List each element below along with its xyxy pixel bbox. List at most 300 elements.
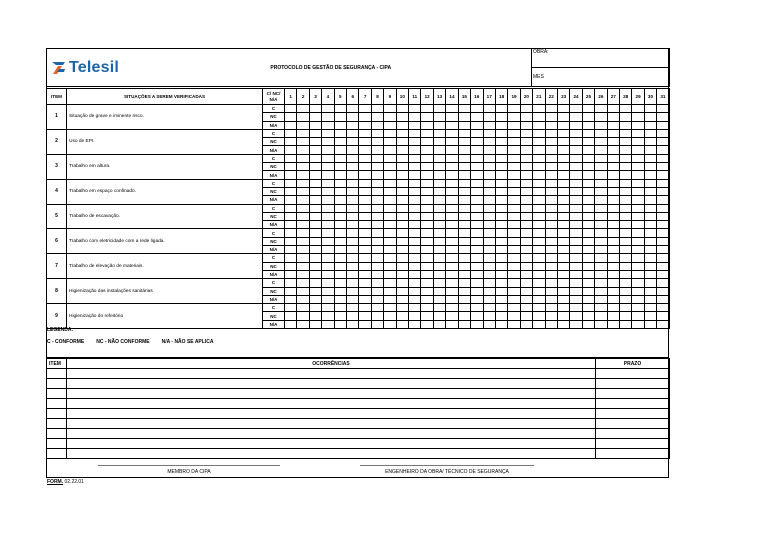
- day-check-cell[interactable]: [409, 295, 421, 303]
- day-check-cell[interactable]: [446, 304, 458, 312]
- day-check-cell[interactable]: [396, 113, 408, 121]
- day-check-cell[interactable]: [545, 229, 557, 237]
- day-check-cell[interactable]: [582, 237, 594, 245]
- day-check-cell[interactable]: [285, 254, 297, 262]
- day-check-cell[interactable]: [508, 212, 520, 220]
- day-check-cell[interactable]: [309, 246, 321, 254]
- day-check-cell[interactable]: [285, 304, 297, 312]
- occ-prazo-cell[interactable]: [596, 379, 670, 389]
- day-check-cell[interactable]: [483, 246, 495, 254]
- day-check-cell[interactable]: [644, 287, 656, 295]
- day-check-cell[interactable]: [285, 221, 297, 229]
- day-check-cell[interactable]: [297, 204, 309, 212]
- day-check-cell[interactable]: [471, 154, 483, 162]
- day-check-cell[interactable]: [458, 287, 470, 295]
- day-check-cell[interactable]: [396, 146, 408, 154]
- day-check-cell[interactable]: [619, 187, 631, 195]
- day-check-cell[interactable]: [557, 279, 569, 287]
- day-check-cell[interactable]: [384, 187, 396, 195]
- occ-prazo-cell[interactable]: [596, 429, 670, 439]
- day-check-cell[interactable]: [297, 179, 309, 187]
- day-check-cell[interactable]: [520, 113, 532, 121]
- day-check-cell[interactable]: [520, 187, 532, 195]
- day-check-cell[interactable]: [632, 237, 644, 245]
- day-check-cell[interactable]: [582, 187, 594, 195]
- day-check-cell[interactable]: [458, 237, 470, 245]
- day-check-cell[interactable]: [458, 163, 470, 171]
- day-check-cell[interactable]: [396, 121, 408, 129]
- day-check-cell[interactable]: [384, 171, 396, 179]
- day-check-cell[interactable]: [520, 196, 532, 204]
- day-check-cell[interactable]: [495, 270, 507, 278]
- day-check-cell[interactable]: [619, 138, 631, 146]
- day-check-cell[interactable]: [607, 237, 619, 245]
- day-check-cell[interactable]: [458, 262, 470, 270]
- day-check-cell[interactable]: [359, 237, 371, 245]
- day-check-cell[interactable]: [495, 287, 507, 295]
- day-check-cell[interactable]: [632, 187, 644, 195]
- day-check-cell[interactable]: [557, 179, 569, 187]
- day-check-cell[interactable]: [458, 146, 470, 154]
- day-check-cell[interactable]: [433, 154, 445, 162]
- day-check-cell[interactable]: [533, 163, 545, 171]
- day-check-cell[interactable]: [309, 187, 321, 195]
- occ-prazo-cell[interactable]: [596, 369, 670, 379]
- day-check-cell[interactable]: [309, 229, 321, 237]
- day-check-cell[interactable]: [545, 171, 557, 179]
- day-check-cell[interactable]: [595, 295, 607, 303]
- day-check-cell[interactable]: [570, 154, 582, 162]
- day-check-cell[interactable]: [285, 121, 297, 129]
- day-check-cell[interactable]: [396, 229, 408, 237]
- day-check-cell[interactable]: [520, 105, 532, 113]
- day-check-cell[interactable]: [347, 154, 359, 162]
- day-check-cell[interactable]: [657, 212, 669, 220]
- day-check-cell[interactable]: [347, 229, 359, 237]
- day-check-cell[interactable]: [309, 254, 321, 262]
- day-check-cell[interactable]: [557, 229, 569, 237]
- day-check-cell[interactable]: [619, 279, 631, 287]
- obra-field[interactable]: [532, 49, 670, 68]
- day-check-cell[interactable]: [297, 279, 309, 287]
- day-check-cell[interactable]: [619, 262, 631, 270]
- day-check-cell[interactable]: [619, 121, 631, 129]
- occ-description-cell[interactable]: [67, 399, 596, 409]
- day-check-cell[interactable]: [533, 113, 545, 121]
- day-check-cell[interactable]: [322, 163, 334, 171]
- day-check-cell[interactable]: [644, 312, 656, 320]
- day-check-cell[interactable]: [334, 237, 346, 245]
- day-check-cell[interactable]: [570, 129, 582, 137]
- day-check-cell[interactable]: [384, 196, 396, 204]
- day-check-cell[interactable]: [396, 262, 408, 270]
- day-check-cell[interactable]: [297, 304, 309, 312]
- day-check-cell[interactable]: [582, 204, 594, 212]
- day-check-cell[interactable]: [409, 113, 421, 121]
- day-check-cell[interactable]: [632, 221, 644, 229]
- day-check-cell[interactable]: [533, 138, 545, 146]
- day-check-cell[interactable]: [533, 212, 545, 220]
- day-check-cell[interactable]: [619, 129, 631, 137]
- day-check-cell[interactable]: [446, 196, 458, 204]
- day-check-cell[interactable]: [595, 179, 607, 187]
- day-check-cell[interactable]: [421, 171, 433, 179]
- day-check-cell[interactable]: [433, 171, 445, 179]
- day-check-cell[interactable]: [570, 295, 582, 303]
- day-check-cell[interactable]: [359, 179, 371, 187]
- day-check-cell[interactable]: [483, 146, 495, 154]
- day-check-cell[interactable]: [533, 304, 545, 312]
- day-check-cell[interactable]: [285, 295, 297, 303]
- day-check-cell[interactable]: [409, 138, 421, 146]
- day-check-cell[interactable]: [433, 312, 445, 320]
- day-check-cell[interactable]: [508, 237, 520, 245]
- day-check-cell[interactable]: [371, 279, 383, 287]
- day-check-cell[interactable]: [458, 204, 470, 212]
- day-check-cell[interactable]: [545, 237, 557, 245]
- day-check-cell[interactable]: [347, 121, 359, 129]
- day-check-cell[interactable]: [508, 279, 520, 287]
- day-check-cell[interactable]: [371, 221, 383, 229]
- day-check-cell[interactable]: [520, 254, 532, 262]
- day-check-cell[interactable]: [409, 279, 421, 287]
- day-check-cell[interactable]: [471, 304, 483, 312]
- day-check-cell[interactable]: [309, 105, 321, 113]
- day-check-cell[interactable]: [533, 196, 545, 204]
- day-check-cell[interactable]: [334, 320, 346, 328]
- day-check-cell[interactable]: [471, 121, 483, 129]
- day-check-cell[interactable]: [582, 146, 594, 154]
- day-check-cell[interactable]: [607, 254, 619, 262]
- day-check-cell[interactable]: [359, 279, 371, 287]
- day-check-cell[interactable]: [347, 312, 359, 320]
- day-check-cell[interactable]: [508, 146, 520, 154]
- day-check-cell[interactable]: [421, 121, 433, 129]
- day-check-cell[interactable]: [570, 187, 582, 195]
- day-check-cell[interactable]: [309, 295, 321, 303]
- occ-prazo-cell[interactable]: [596, 439, 670, 449]
- day-check-cell[interactable]: [508, 121, 520, 129]
- day-check-cell[interactable]: [285, 246, 297, 254]
- day-check-cell[interactable]: [297, 229, 309, 237]
- day-check-cell[interactable]: [297, 237, 309, 245]
- day-check-cell[interactable]: [508, 113, 520, 121]
- day-check-cell[interactable]: [322, 262, 334, 270]
- day-check-cell[interactable]: [409, 254, 421, 262]
- day-check-cell[interactable]: [533, 154, 545, 162]
- day-check-cell[interactable]: [396, 129, 408, 137]
- day-check-cell[interactable]: [446, 270, 458, 278]
- day-check-cell[interactable]: [495, 212, 507, 220]
- day-check-cell[interactable]: [582, 320, 594, 328]
- day-check-cell[interactable]: [508, 129, 520, 137]
- day-check-cell[interactable]: [347, 295, 359, 303]
- day-check-cell[interactable]: [309, 196, 321, 204]
- day-check-cell[interactable]: [334, 254, 346, 262]
- day-check-cell[interactable]: [644, 262, 656, 270]
- day-check-cell[interactable]: [297, 196, 309, 204]
- day-check-cell[interactable]: [371, 270, 383, 278]
- day-check-cell[interactable]: [607, 270, 619, 278]
- day-check-cell[interactable]: [644, 229, 656, 237]
- day-check-cell[interactable]: [657, 129, 669, 137]
- day-check-cell[interactable]: [359, 312, 371, 320]
- day-check-cell[interactable]: [347, 262, 359, 270]
- day-check-cell[interactable]: [396, 154, 408, 162]
- day-check-cell[interactable]: [644, 320, 656, 328]
- day-check-cell[interactable]: [557, 262, 569, 270]
- day-check-cell[interactable]: [595, 246, 607, 254]
- day-check-cell[interactable]: [334, 171, 346, 179]
- day-check-cell[interactable]: [533, 129, 545, 137]
- day-check-cell[interactable]: [309, 204, 321, 212]
- day-check-cell[interactable]: [644, 304, 656, 312]
- day-check-cell[interactable]: [309, 221, 321, 229]
- day-check-cell[interactable]: [396, 187, 408, 195]
- day-check-cell[interactable]: [359, 171, 371, 179]
- day-check-cell[interactable]: [495, 138, 507, 146]
- day-check-cell[interactable]: [607, 171, 619, 179]
- day-check-cell[interactable]: [595, 204, 607, 212]
- day-check-cell[interactable]: [495, 221, 507, 229]
- day-check-cell[interactable]: [595, 138, 607, 146]
- day-check-cell[interactable]: [657, 262, 669, 270]
- day-check-cell[interactable]: [384, 154, 396, 162]
- day-check-cell[interactable]: [334, 204, 346, 212]
- day-check-cell[interactable]: [371, 237, 383, 245]
- day-check-cell[interactable]: [483, 196, 495, 204]
- day-check-cell[interactable]: [520, 221, 532, 229]
- day-check-cell[interactable]: [371, 171, 383, 179]
- day-check-cell[interactable]: [471, 196, 483, 204]
- day-check-cell[interactable]: [570, 279, 582, 287]
- day-check-cell[interactable]: [520, 312, 532, 320]
- day-check-cell[interactable]: [644, 121, 656, 129]
- day-check-cell[interactable]: [347, 179, 359, 187]
- day-check-cell[interactable]: [334, 138, 346, 146]
- day-check-cell[interactable]: [309, 179, 321, 187]
- day-check-cell[interactable]: [384, 270, 396, 278]
- day-check-cell[interactable]: [458, 246, 470, 254]
- day-check-cell[interactable]: [322, 287, 334, 295]
- day-check-cell[interactable]: [533, 121, 545, 129]
- day-check-cell[interactable]: [533, 105, 545, 113]
- day-check-cell[interactable]: [309, 154, 321, 162]
- day-check-cell[interactable]: [607, 279, 619, 287]
- day-check-cell[interactable]: [433, 138, 445, 146]
- day-check-cell[interactable]: [495, 121, 507, 129]
- day-check-cell[interactable]: [446, 312, 458, 320]
- day-check-cell[interactable]: [396, 246, 408, 254]
- day-check-cell[interactable]: [446, 129, 458, 137]
- day-check-cell[interactable]: [520, 320, 532, 328]
- day-check-cell[interactable]: [570, 179, 582, 187]
- day-check-cell[interactable]: [508, 304, 520, 312]
- day-check-cell[interactable]: [545, 113, 557, 121]
- day-check-cell[interactable]: [433, 163, 445, 171]
- day-check-cell[interactable]: [409, 121, 421, 129]
- day-check-cell[interactable]: [458, 105, 470, 113]
- day-check-cell[interactable]: [446, 237, 458, 245]
- day-check-cell[interactable]: [557, 138, 569, 146]
- day-check-cell[interactable]: [359, 229, 371, 237]
- day-check-cell[interactable]: [508, 187, 520, 195]
- occ-prazo-cell[interactable]: [596, 389, 670, 399]
- day-check-cell[interactable]: [545, 146, 557, 154]
- day-check-cell[interactable]: [433, 121, 445, 129]
- day-check-cell[interactable]: [557, 146, 569, 154]
- day-check-cell[interactable]: [322, 270, 334, 278]
- day-check-cell[interactable]: [384, 287, 396, 295]
- day-check-cell[interactable]: [446, 229, 458, 237]
- day-check-cell[interactable]: [322, 221, 334, 229]
- day-check-cell[interactable]: [471, 312, 483, 320]
- day-check-cell[interactable]: [458, 138, 470, 146]
- day-check-cell[interactable]: [619, 320, 631, 328]
- day-check-cell[interactable]: [533, 229, 545, 237]
- day-check-cell[interactable]: [384, 204, 396, 212]
- day-check-cell[interactable]: [557, 113, 569, 121]
- day-check-cell[interactable]: [570, 146, 582, 154]
- day-check-cell[interactable]: [508, 287, 520, 295]
- occ-description-cell[interactable]: [67, 439, 596, 449]
- occ-prazo-cell[interactable]: [596, 419, 670, 429]
- day-check-cell[interactable]: [657, 204, 669, 212]
- day-check-cell[interactable]: [347, 320, 359, 328]
- occ-item-cell[interactable]: [47, 439, 67, 449]
- day-check-cell[interactable]: [371, 113, 383, 121]
- day-check-cell[interactable]: [371, 254, 383, 262]
- day-check-cell[interactable]: [297, 221, 309, 229]
- day-check-cell[interactable]: [570, 320, 582, 328]
- day-check-cell[interactable]: [359, 105, 371, 113]
- day-check-cell[interactable]: [285, 105, 297, 113]
- day-check-cell[interactable]: [297, 246, 309, 254]
- day-check-cell[interactable]: [371, 229, 383, 237]
- day-check-cell[interactable]: [297, 320, 309, 328]
- day-check-cell[interactable]: [607, 146, 619, 154]
- day-check-cell[interactable]: [582, 163, 594, 171]
- day-check-cell[interactable]: [384, 237, 396, 245]
- day-check-cell[interactable]: [297, 138, 309, 146]
- day-check-cell[interactable]: [557, 187, 569, 195]
- day-check-cell[interactable]: [309, 212, 321, 220]
- day-check-cell[interactable]: [421, 270, 433, 278]
- day-check-cell[interactable]: [433, 113, 445, 121]
- day-check-cell[interactable]: [334, 304, 346, 312]
- day-check-cell[interactable]: [657, 287, 669, 295]
- day-check-cell[interactable]: [285, 312, 297, 320]
- day-check-cell[interactable]: [632, 212, 644, 220]
- day-check-cell[interactable]: [657, 105, 669, 113]
- day-check-cell[interactable]: [545, 221, 557, 229]
- day-check-cell[interactable]: [632, 179, 644, 187]
- day-check-cell[interactable]: [458, 121, 470, 129]
- day-check-cell[interactable]: [322, 204, 334, 212]
- day-check-cell[interactable]: [297, 295, 309, 303]
- day-check-cell[interactable]: [607, 121, 619, 129]
- day-check-cell[interactable]: [607, 212, 619, 220]
- day-check-cell[interactable]: [520, 138, 532, 146]
- day-check-cell[interactable]: [458, 196, 470, 204]
- day-check-cell[interactable]: [334, 187, 346, 195]
- day-check-cell[interactable]: [545, 279, 557, 287]
- day-check-cell[interactable]: [632, 262, 644, 270]
- day-check-cell[interactable]: [632, 146, 644, 154]
- day-check-cell[interactable]: [421, 179, 433, 187]
- day-check-cell[interactable]: [495, 295, 507, 303]
- day-check-cell[interactable]: [533, 287, 545, 295]
- day-check-cell[interactable]: [421, 196, 433, 204]
- day-check-cell[interactable]: [632, 246, 644, 254]
- day-check-cell[interactable]: [334, 129, 346, 137]
- day-check-cell[interactable]: [545, 196, 557, 204]
- day-check-cell[interactable]: [495, 254, 507, 262]
- day-check-cell[interactable]: [619, 295, 631, 303]
- day-check-cell[interactable]: [632, 105, 644, 113]
- day-check-cell[interactable]: [322, 295, 334, 303]
- day-check-cell[interactable]: [545, 204, 557, 212]
- day-check-cell[interactable]: [334, 246, 346, 254]
- day-check-cell[interactable]: [421, 229, 433, 237]
- day-check-cell[interactable]: [471, 129, 483, 137]
- day-check-cell[interactable]: [322, 179, 334, 187]
- day-check-cell[interactable]: [533, 221, 545, 229]
- day-check-cell[interactable]: [409, 246, 421, 254]
- day-check-cell[interactable]: [347, 304, 359, 312]
- day-check-cell[interactable]: [334, 163, 346, 171]
- day-check-cell[interactable]: [409, 105, 421, 113]
- day-check-cell[interactable]: [409, 187, 421, 195]
- day-check-cell[interactable]: [446, 204, 458, 212]
- day-check-cell[interactable]: [657, 163, 669, 171]
- day-check-cell[interactable]: [483, 270, 495, 278]
- day-check-cell[interactable]: [570, 204, 582, 212]
- day-check-cell[interactable]: [557, 320, 569, 328]
- day-check-cell[interactable]: [533, 312, 545, 320]
- day-check-cell[interactable]: [334, 105, 346, 113]
- day-check-cell[interactable]: [483, 237, 495, 245]
- day-check-cell[interactable]: [359, 204, 371, 212]
- day-check-cell[interactable]: [421, 154, 433, 162]
- day-check-cell[interactable]: [359, 246, 371, 254]
- day-check-cell[interactable]: [322, 187, 334, 195]
- day-check-cell[interactable]: [458, 171, 470, 179]
- day-check-cell[interactable]: [334, 287, 346, 295]
- day-check-cell[interactable]: [619, 287, 631, 295]
- day-check-cell[interactable]: [508, 171, 520, 179]
- day-check-cell[interactable]: [607, 138, 619, 146]
- day-check-cell[interactable]: [471, 163, 483, 171]
- day-check-cell[interactable]: [359, 262, 371, 270]
- day-check-cell[interactable]: [520, 171, 532, 179]
- day-check-cell[interactable]: [384, 129, 396, 137]
- day-check-cell[interactable]: [297, 121, 309, 129]
- day-check-cell[interactable]: [322, 246, 334, 254]
- day-check-cell[interactable]: [657, 171, 669, 179]
- day-check-cell[interactable]: [309, 320, 321, 328]
- day-check-cell[interactable]: [322, 229, 334, 237]
- day-check-cell[interactable]: [322, 171, 334, 179]
- day-check-cell[interactable]: [285, 146, 297, 154]
- day-check-cell[interactable]: [384, 304, 396, 312]
- day-check-cell[interactable]: [582, 154, 594, 162]
- day-check-cell[interactable]: [570, 262, 582, 270]
- day-check-cell[interactable]: [607, 320, 619, 328]
- day-check-cell[interactable]: [595, 270, 607, 278]
- day-check-cell[interactable]: [508, 270, 520, 278]
- day-check-cell[interactable]: [371, 204, 383, 212]
